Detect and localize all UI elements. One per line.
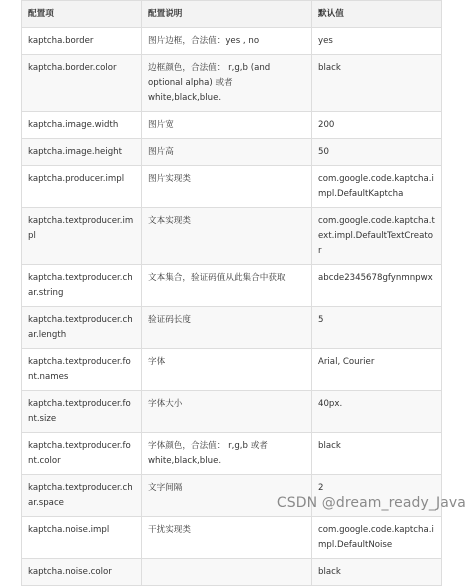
default-value: com.google.code.kaptcha.text.impl.DefaultTextCreator — [312, 208, 442, 265]
table-row — [22, 433, 442, 475]
table-row — [22, 307, 442, 349]
table-row — [22, 517, 442, 559]
table-row — [22, 208, 442, 265]
config-description: 字体颜色，合法值： r,g,b 或者 white,black,blue. — [142, 433, 312, 475]
default-value: 40px. — [312, 391, 442, 433]
config-key: kaptcha.textproducer.impl — [22, 208, 142, 265]
table-row — [22, 28, 442, 55]
csdn-watermark: CSDN @dream_ready_Java — [276, 495, 466, 511]
config-key: kaptcha.noise.impl — [22, 517, 142, 559]
table-row — [22, 265, 442, 307]
config-description: 图片宽 — [142, 112, 312, 139]
config-description: 文本实现类 — [142, 208, 312, 265]
default-value: com.google.code.kaptcha.impl.DefaultKaptcha — [312, 166, 442, 208]
config-description: 字体大小 — [142, 391, 312, 433]
table-row — [22, 112, 442, 139]
config-description: 文字间隔 — [142, 475, 312, 517]
header-default-value: 默认值 — [312, 1, 442, 28]
default-value: 2 — [312, 475, 442, 517]
config-description: 字体 — [142, 349, 312, 391]
header-config-description: 配置说明 — [142, 1, 312, 28]
config-description: 图片边框，合法值：yes , no — [142, 28, 312, 55]
config-description: 干扰实现类 — [142, 517, 312, 559]
config-description: 验证码长度 — [142, 307, 312, 349]
table-header — [22, 1, 442, 28]
default-value: black — [312, 559, 442, 586]
table-row — [22, 349, 442, 391]
header-row — [22, 1, 442, 28]
config-key: kaptcha.textproducer.char.string — [22, 265, 142, 307]
config-key: kaptcha.textproducer.char.space — [22, 475, 142, 517]
config-key: kaptcha.textproducer.font.size — [22, 391, 142, 433]
config-key: kaptcha.image.height — [22, 139, 142, 166]
table-row — [22, 166, 442, 208]
default-value: 50 — [312, 139, 442, 166]
config-description — [142, 559, 312, 586]
default-value: abcde2345678gfynmnpwx — [312, 265, 442, 307]
config-key: kaptcha.textproducer.font.color — [22, 433, 142, 475]
config-key: kaptcha.producer.impl — [22, 166, 142, 208]
config-key: kaptcha.border.color — [22, 55, 142, 112]
config-description: 图片实现类 — [142, 166, 312, 208]
config-key: kaptcha.textproducer.font.names — [22, 349, 142, 391]
default-value: black — [312, 55, 442, 112]
table-row — [22, 55, 442, 112]
default-value: black — [312, 433, 442, 475]
table-row — [22, 139, 442, 166]
config-key: kaptcha.noise.color — [22, 559, 142, 586]
config-key: kaptcha.border — [22, 28, 142, 55]
default-value: Arial, Courier — [312, 349, 442, 391]
config-description: 图片高 — [142, 139, 312, 166]
table-row — [22, 391, 442, 433]
default-value: 200 — [312, 112, 442, 139]
config-description: 边框颜色，合法值： r,g,b (and optional alpha) 或者 white,black,blue. — [142, 55, 312, 112]
default-value: yes — [312, 28, 442, 55]
config-key: kaptcha.image.width — [22, 112, 142, 139]
default-value: 5 — [312, 307, 442, 349]
header-config-item: 配置项 — [22, 1, 142, 28]
default-value: com.google.code.kaptcha.impl.DefaultNoise — [312, 517, 442, 559]
config-key: kaptcha.textproducer.char.length — [22, 307, 142, 349]
table-row — [22, 559, 442, 586]
config-description: 文本集合，验证码值从此集合中获取 — [142, 265, 312, 307]
